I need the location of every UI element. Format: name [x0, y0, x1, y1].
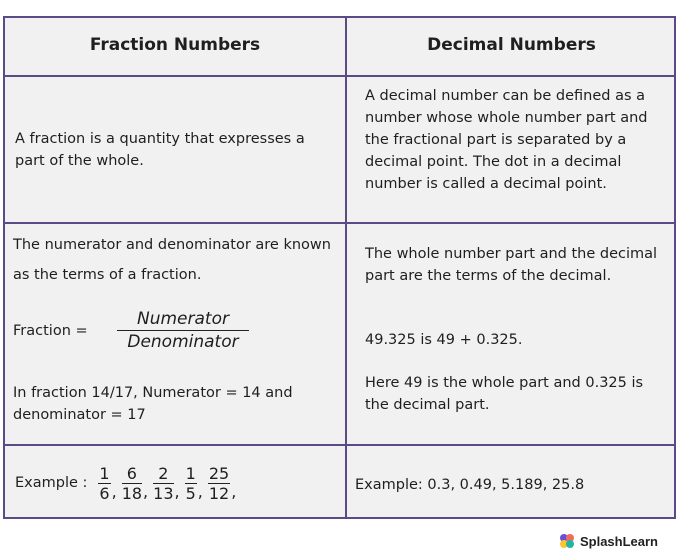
example-fraction-denominator: 12: [208, 483, 230, 503]
decimal-explain-text: Here 49 is the whole part and 0.325 is the decimal part.: [365, 375, 644, 413]
column-divider: [345, 18, 347, 517]
fraction-example-label: Example :: [15, 475, 88, 491]
header-decimal-numbers: Decimal Numbers: [427, 35, 596, 55]
example-fraction: [185, 464, 197, 503]
example-fraction: [122, 464, 142, 503]
example-fraction-denominator: 18: [121, 483, 143, 503]
row-divider: [5, 222, 674, 224]
fraction-definition: A fraction is a quantity that expresses a part of the whole.: [15, 131, 305, 169]
decimal-definition: A decimal number can be defined as a number whose whole number part and the fractional part is separated by a decimal point. The dot in a decimal number is called a decimal point.: [365, 88, 648, 192]
fraction-terms-text: The numerator and denominator are known as the terms of a fraction.: [13, 237, 331, 283]
fraction-example-list: [97, 464, 240, 503]
example-fraction-denominator: 13: [153, 483, 174, 503]
decimal-examples: Example: 0.3, 0.49, 5.189, 25.8: [355, 477, 585, 493]
fraction-examples: [15, 458, 340, 508]
header-fraction-numbers: Fraction Numbers: [89, 35, 261, 55]
splashlearn-logo: [559, 533, 658, 549]
row-divider: [5, 75, 674, 77]
example-fraction-numerator: 2: [153, 464, 173, 484]
example-separator: ,: [143, 481, 149, 501]
row-divider: [5, 444, 674, 446]
example-fraction-numerator: 6: [122, 464, 142, 484]
example-fraction-numerator: 25: [208, 463, 230, 483]
example-fraction: [153, 464, 173, 503]
example-fraction: [98, 464, 110, 503]
example-fraction-numerator: 1: [99, 463, 110, 483]
formula-fraction: [117, 308, 249, 353]
decimal-terms-text: The whole number part and the decimal part are the terms of the decimal.: [365, 246, 658, 284]
formula-denominator: Denominator: [127, 332, 239, 352]
example-separator: ,: [231, 481, 237, 501]
fraction-formula: [13, 308, 343, 352]
example-separator: ,: [111, 481, 117, 501]
example-separator: ,: [174, 481, 180, 501]
formula-numerator: Numerator: [117, 308, 249, 331]
decimal-example-text: 49.325 is 49 + 0.325.: [365, 332, 523, 348]
splashlearn-logo-text: SplashLearn: [579, 533, 658, 549]
example-separator: ,: [197, 481, 203, 501]
example-fraction-denominator: 6: [99, 483, 110, 503]
example-fraction-numerator: 1: [185, 463, 196, 483]
fraction-example-text: In fraction 14/17, Numerator = 14 and denominator = 17: [13, 385, 293, 423]
formula-label: Fraction =: [13, 323, 88, 339]
example-fraction-denominator: 5: [185, 483, 196, 503]
splashlearn-logo-icon: [559, 533, 575, 549]
comparison-table: [3, 16, 676, 519]
example-fraction: [208, 464, 230, 503]
